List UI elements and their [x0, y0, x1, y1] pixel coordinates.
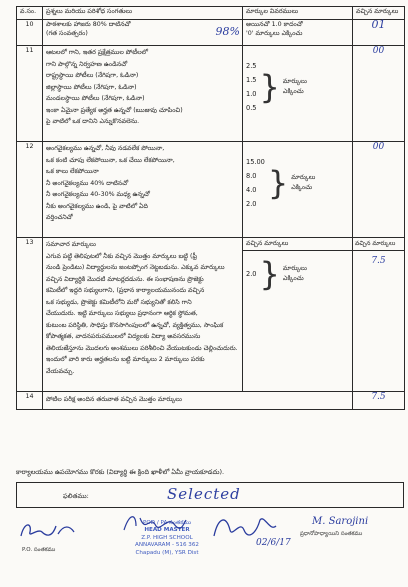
row-number: 11: [17, 46, 43, 142]
marks-value: 0.5: [246, 104, 257, 112]
header-row: [17, 7, 405, 20]
question-line: ఆటలలో గాని, ఇతర ప్రక్షేత్రముల పోటీలలో: [46, 49, 149, 56]
marks-value: 15.00: [246, 158, 265, 166]
brace-icon: }: [259, 68, 280, 106]
question-line: పోటీల పరీక్ష అందిన తరువాత వచ్చిన మొత్తం మార్కులు: [46, 396, 182, 404]
header-marks-detail: మార్కుల వివరములు: [243, 7, 353, 20]
header-sno: వ.సం.: [17, 7, 43, 20]
marks-line: అయినచో 1.0 కాదంచో: [246, 21, 303, 28]
given-mark: 00: [372, 142, 385, 152]
row-given: [353, 392, 405, 410]
row-questions: [43, 142, 243, 238]
marks-subheader: వచ్చిన మార్కులు: [243, 238, 352, 251]
question-line: కుటుంబ పరిస్థితి, సాధిస్తు కొనసాగింపులలో ఉన్నచో, వ్యక్తిత్వము, సాంఘిక: [46, 321, 224, 329]
row-marks-detail: [243, 238, 353, 392]
given-subheader: వచ్చిన మార్కులు: [353, 238, 404, 251]
row-given: [353, 20, 405, 46]
row-given: [353, 238, 405, 392]
row-number: 10: [17, 20, 43, 46]
row-number: 14: [17, 392, 43, 410]
question-line: ఒక కంటి చూపు లేకపోయినా, ఒక చేయి లేకపోయినా,: [46, 156, 175, 164]
question-line: కోపాత్మకత, వాదనపరుపములలో విద్యలకు విద్యా అవసరమును: [46, 333, 201, 340]
row-marks-detail: [243, 20, 353, 46]
principal-signature-name: M. Sarojini: [312, 516, 369, 527]
question-line: నుండి ప్రెండిటు) విద్యార్థులను జంటప్పోంగ నెట్టబడును. ఎక్కువ మార్కులు: [46, 264, 225, 271]
marks-label: మార్కులు: [282, 78, 307, 85]
question-line: చేయుదురు. ఇట్టి మార్కులు సభ్యులు ప్రధానంగా ఆర్థిక స్థోమత,: [46, 310, 198, 317]
table-row: [17, 46, 405, 142]
stamp-line: HEAD MASTER: [144, 527, 190, 534]
marks-label: ఎక్కించు: [282, 275, 304, 282]
handwritten-attendance: 98%: [215, 25, 240, 38]
marks-value: 1.5: [246, 76, 257, 84]
result-box: [16, 482, 404, 508]
question-line: జిల్లాస్థాయి పోటీలు (నేగిషగా, ఓడినా): [46, 83, 137, 91]
signature-date: 02/6/17: [256, 538, 291, 548]
table-row: [17, 20, 405, 46]
stamp-line: Chapadu (M), YSR Dist: [135, 549, 199, 556]
marks-label: ఎక్కించు: [291, 184, 313, 191]
marks-line: '0' మార్కులు ఎక్కించు: [246, 29, 303, 37]
brace-icon: }: [259, 255, 280, 293]
marks-value: 8.0: [246, 172, 257, 180]
marks-label: ఎక్కించు: [282, 88, 304, 95]
marks-value: 4.0: [246, 186, 257, 194]
marks-label: మార్కులు: [282, 265, 307, 272]
question-line: ఇంకా ఏమైనా ప్రత్యేక అర్హత ఉన్నచో (ఋజువు చూపించి): [46, 106, 183, 114]
question-line: పాఠశాలకు హాజరు 80% దాటినచో: [46, 21, 131, 28]
question-line: (గత సంవత్సరం): [46, 29, 88, 37]
table-row: [17, 238, 405, 392]
row-number: 12: [17, 142, 43, 238]
po-signature-icon: [18, 518, 78, 542]
principal-signature-label: ప్రధానోపాధ్యాయిని సంతకము: [300, 531, 363, 537]
question-line: పై వాటిలో ఒక దానిని ఎన్నుకొనవలెను.: [46, 118, 140, 125]
question-line: ఒక కాలు లేకపోయినా: [46, 168, 99, 175]
question-line: వేయవచ్చు.: [46, 367, 75, 375]
given-mark: 00: [372, 46, 385, 56]
marks-value: 2.0: [246, 270, 257, 278]
row-given: [353, 46, 405, 142]
given-mark: 01: [371, 18, 386, 31]
question-line: నీ అంగవైకల్యము 40-30% మధ్య ఉన్నచో: [46, 191, 150, 198]
marks-value: 2.0: [246, 200, 257, 208]
marks-value: 1.0: [246, 90, 257, 98]
row-questions: [43, 238, 243, 392]
row-questions: [43, 46, 243, 142]
result-label: ఫలితము:: [63, 492, 89, 500]
row-number: 13: [17, 238, 43, 392]
question-line: ఒక సభ్యుడు, ప్రొజెక్టు కమిటీలోని మరో సభ్యునితో కలిసి గాని: [46, 298, 192, 306]
question-line: సమాచార మార్కులు: [46, 241, 96, 248]
stamp-line: ANNAVARAM - 516 362: [135, 542, 199, 549]
question-line: గాని పాల్గొన్న నిర్వహణ ఉండినచో: [46, 60, 128, 68]
row-questions: [43, 392, 353, 410]
question-line: నీకు అంగవైకల్యము ఉండి, పై వాటిలో ఏది: [46, 202, 148, 210]
row-given: [353, 142, 405, 238]
question-line: మండలస్థాయి పోటీలు (నేగిషగా, ఓడినా): [46, 95, 145, 102]
header-questions: ప్రశ్నలు మరియు పరిశోధ సంగతులు: [43, 7, 243, 20]
score-table: [16, 6, 405, 410]
question-line: ఇందులో వారి కారు అర్హతలను బట్టి మార్కులు 2 మార్కులు పరకు: [46, 356, 205, 363]
question-line: ఎగువ పట్టి తెలిపుటలో నీకు వచ్చిన మొత్తం మార్కులు బట్టి (ఫ్రీ: [46, 252, 197, 260]
question-line: వర్తించనిచో: [46, 214, 73, 221]
headmaster-signature-icon: [120, 510, 190, 536]
stamp-line: Z.P. HIGH SCHOOL: [141, 534, 193, 541]
stamp-line: POD / PA సంతకము: [142, 520, 192, 526]
question-line: తెలియజేస్తూను మొదలగు అంశములు పరిశీలించి వేయుటకుండు చెల్లించుదురు.: [46, 344, 238, 352]
brace-icon: }: [267, 164, 289, 202]
question-line: కమిటీలో ఇద్దరి సభ్యులగాని, (ప్రధాన కార్యాలయమునందు వచ్చిన: [46, 287, 205, 294]
office-use-note: కార్యాలయము ఉపయోగము కొరకు (విద్యార్థి ఈ క్రింది ఖాళీలో ఏమీ వ్రాయకూడదు).: [16, 468, 225, 476]
question-line: వచ్చిన విద్యార్థికి మొదటి మాటర్లదడును. ఈ సంభాషణను ప్రొజెక్టు: [46, 275, 204, 283]
question-line: నీ అంగవైకల్యము 40% దాటినచో: [46, 179, 129, 187]
header-given-marks: వచ్చిన మార్కులు: [353, 7, 405, 20]
marks-label: మార్కులు: [291, 174, 316, 181]
row-marks-detail: [243, 46, 353, 142]
given-mark: 7.5: [371, 392, 386, 402]
marks-value: 2.5: [246, 62, 257, 70]
table-row: [17, 392, 405, 410]
given-mark: 7.5: [371, 256, 386, 266]
row-marks-detail: [243, 142, 353, 238]
po-signature-label: P.O. సంతకము: [22, 547, 56, 553]
row-questions: [43, 20, 243, 46]
result-value: Selected: [167, 485, 241, 503]
question-line: అంగవైకల్యము ఉన్నచో, నీవు నడవలేక పోయినా,: [46, 145, 165, 152]
table-row: [17, 142, 405, 238]
question-line: రాష్ట్రస్థాయి పోటీలు (నేగిషగా, ఓడినా): [46, 72, 139, 79]
